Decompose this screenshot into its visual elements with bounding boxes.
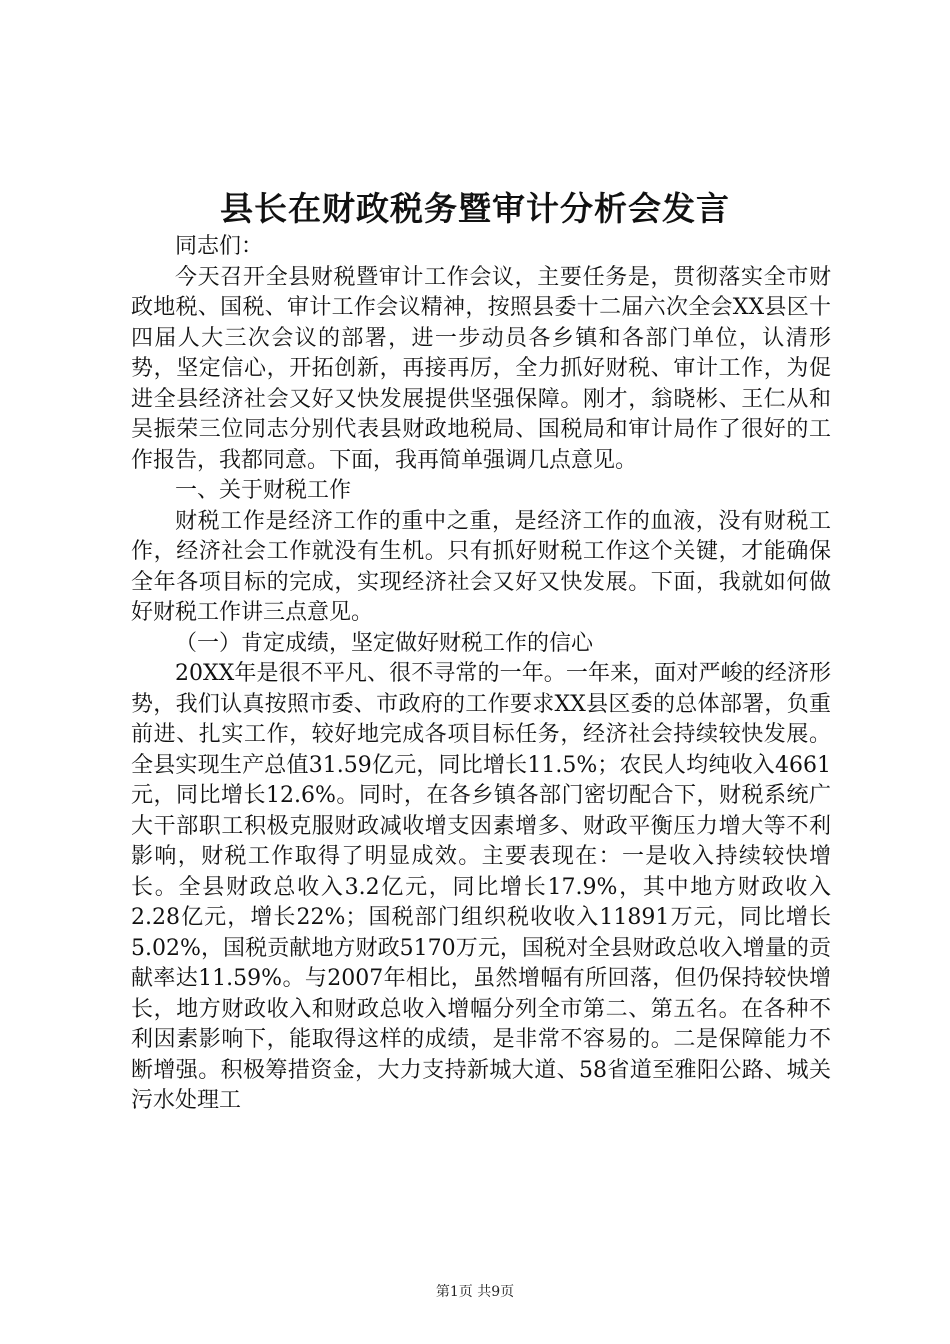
document-title: 县长在财政税务暨审计分析会发言 (220, 189, 730, 228)
intro-paragraph: 今天召开全县财税暨审计工作会议，主要任务是，贯彻落实全市财政地税、国税、审计工作会议精神，按照县委十二届六次全会XX县区十四届人大三次会议的部署，进一步动员各乡镇和各部门单位，认清形势，坚定信心，开拓创新，再接再厉，全力抓好财税、审计工作，为促进全县经济社会又好又快发展提供坚强保障。刚才，翁晓彬、王仁从和吴振荣三位同志分别代表县财政地税局、国税局和审计局作了很好的工作报告，我都同意。下面，我再简单强调几点意见。 (131, 264, 831, 473)
achievements-paragraph: 20XX年是很不平凡、很不寻常的一年。一年来，面对严峻的经济形势，我们认真按照市委、市政府的工作要求XX县区委的总体部署，负重前进、扎实工作，较好地完成各项目标任务，经济社会持续较快发展。全县实现生产总值31.59亿元，同比增长11.5%；农民人均纯收入4661元，同比增长12.6%。同时，在各乡镇各部门密切配合下，财税系统广大干部职工积极克服财政减收增支因素增多、财政平衡压力增大等不利影响，财税工作取得了明显成效。主要表现在：一是收入持续较快增长。全县财政总收入3.2亿元，同比增长17.9%，其中地方财政收入2.28亿元，增长22%；国税部门组织税收收入11891万元，同比增长5.02%，国税贡献地方财政5170万元，国税对全县财政总收入增量的贡献率达11.59%。与2007年相比，虽然增幅有所回落，但仍保持较快增长，地方财政收入和财政总收入增幅分列全市第二、第五名。在各种不利因素影响下，能取得这样的成绩，是非常不容易的。二是保障能力不断增强。积极筹措资金，大力支持新城大道、58省道至雅阳公路、城关污水处理工 (131, 661, 831, 1113)
page-number-footer: 第1页 共9页 (435, 1284, 515, 1300)
document-body (131, 232, 831, 1117)
subsection-heading: （一）肯定成绩，坚定做好财税工作的信心 (175, 630, 594, 656)
salutation-paragraph: 同志们： (175, 234, 264, 259)
section-intro-paragraph: 财税工作是经济工作的重中之重，是经济工作的血液，没有财税工作，经济社会工作就没有生机。只有抓好财税工作这个关键，才能确保全年各项目标的完成，实现经济社会又好又快发展。下面，我就如何做好财税工作讲三点意见。 (131, 508, 831, 625)
section-heading: 一、关于财税工作 (175, 478, 352, 503)
